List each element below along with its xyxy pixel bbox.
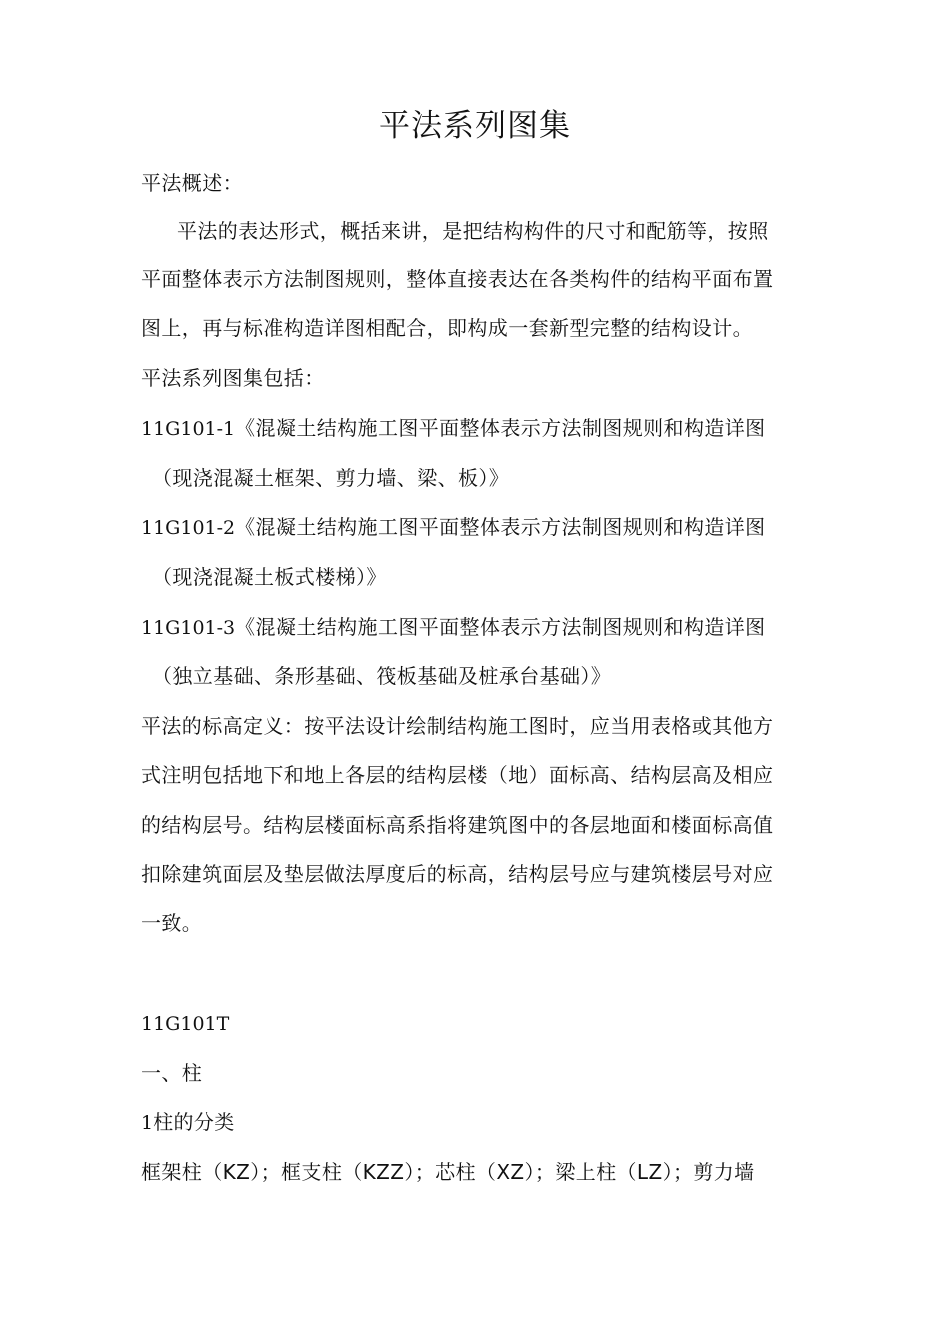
subsection-title: 柱的分类 [153, 1110, 235, 1134]
atlas-item-1-title: 《混凝土结构施工图平面整体表示方法制图规则和构造详图 [235, 416, 766, 440]
elevation-line-1: 平法的标高定义：按平法设计绘制结构施工图时，应当用表格或其他方 [141, 714, 774, 738]
overview-line-3: 图上，再与标准构造详图相配合，即构成一套新型完整的结构设计。 [141, 316, 753, 340]
atlas-item-1-code: 11G101-1 [141, 418, 236, 440]
atlas-item-3 [141, 612, 821, 643]
page-title: 平法系列图集 [379, 108, 571, 144]
overview-line-1: 平法的表达形式，概括来讲，是把结构构件的尺寸和配筋等，按照 [177, 219, 769, 243]
atlas-item-2-subtitle: （现浇混凝土板式楼梯）》 [152, 565, 387, 589]
atlas-item-2-title: 《混凝土结构施工图平面整体表示方法制图规则和构造详图 [235, 515, 766, 539]
atlas-heading: 平法系列图集包括： [141, 366, 325, 390]
section-code: 11G101T [141, 1013, 230, 1035]
section-heading: 一、柱 [141, 1061, 203, 1085]
subsection-number: 1 [141, 1112, 154, 1134]
atlas-item-2-code: 11G101-2 [141, 517, 236, 539]
atlas-item-1 [141, 413, 821, 444]
elevation-line-2: 式注明包括地下和地上各层的结构层楼（地）面标高、结构层高及相应 [141, 763, 774, 787]
atlas-item-1-subtitle: （现浇混凝土框架、剪力墙、梁、板）》 [152, 466, 510, 490]
overview-heading: 平法概述： [141, 171, 243, 195]
elevation-line-3: 的结构层号。结构层楼面标高系指将建筑图中的各层地面和楼面标高值 [141, 813, 774, 837]
atlas-item-3-title: 《混凝土结构施工图平面整体表示方法制图规则和构造详图 [235, 615, 766, 639]
atlas-item-2 [141, 512, 821, 543]
elevation-line-5: 一致。 [141, 911, 203, 935]
column-classification-line: 框架柱（KZ）；框支柱（KZZ）；芯柱（XZ）；梁上柱（LZ）；剪力墙 [141, 1160, 755, 1184]
elevation-line-4: 扣除建筑面层及垫层做法厚度后的标高，结构层号应与建筑楼层号对应 [141, 862, 774, 886]
atlas-item-3-code: 11G101-3 [141, 617, 236, 639]
overview-line-2: 平面整体表示方法制图规则，整体直接表达在各类构件的结构平面布置 [141, 267, 774, 291]
subsection-heading [141, 1107, 821, 1138]
atlas-item-3-subtitle: （独立基础、条形基础、筏板基础及桩承台基础）》 [152, 664, 612, 688]
